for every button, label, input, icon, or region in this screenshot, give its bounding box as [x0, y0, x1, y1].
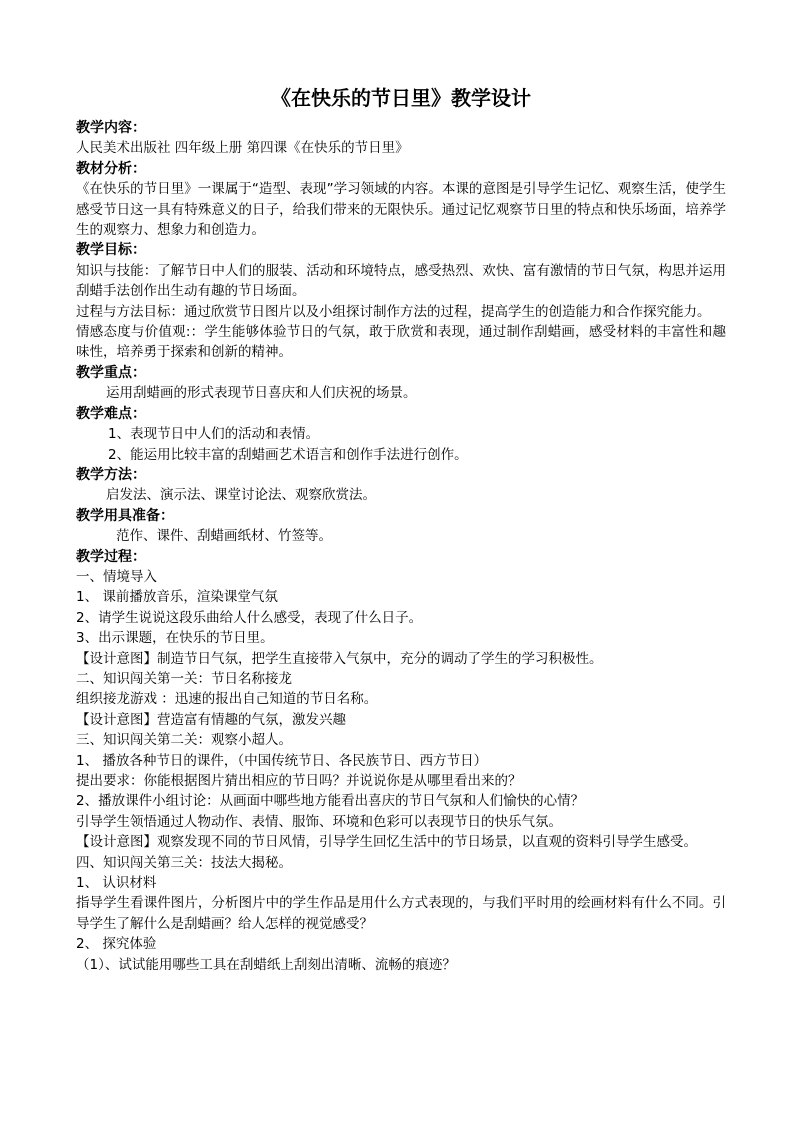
section-heading-tools: 教学用具准备： [76, 507, 174, 524]
process-line: 组织接龙游戏 ：迅速的报出自己知道的节日名称。 [76, 691, 378, 708]
section-heading-analysis: 教材分析： [76, 160, 146, 177]
process-line: 提出要求：你能根据图片猜出相应的节日吗？并说说你是从哪里看出来的？ [76, 773, 522, 789]
document-page [76, 80, 726, 975]
process-line: 二、知识闯关第一关：节日名称接龙 [76, 670, 292, 687]
section-heading-process: 教学过程： [76, 548, 146, 565]
key-points-text: 运用刮蜡画的形式表现节日喜庆和人们庆祝的场景。 [106, 385, 417, 402]
process-line: 四、知识闯关第三关：技法大揭秘。 [76, 854, 292, 871]
process-line: 2、 探究体验 [76, 936, 157, 953]
goal-process: 过程与方法目标：通过欣赏节日图片以及小组探讨制作方法的过程，提高学生的创造能力和合作探究能力。 [76, 303, 711, 320]
section-heading-key-points: 教学重点： [76, 364, 146, 381]
tools-text: 范作、课件、刮蜡画纸材、竹签等。 [116, 528, 332, 545]
process-line: 【设计意图】观察发现不同的节日风情，引导学生回忆生活中的节日场景，以直观的资料引导学生感受。 [76, 834, 697, 851]
content-text: 人民美术出版社 四年级上册 第四课《在快乐的节日里》 [76, 140, 409, 157]
goal-knowledge: 知识与技能：了解节日中人们的服装、活动和环境特点，感受热烈、欢快、富有激情的节日气氛，构思并运用刮蜡手法创作出生动有趣的节日场面。 [76, 262, 726, 300]
difficulty-item: 1、表现节日中人们的活动和表情。 [108, 426, 320, 443]
process-line: 引导学生领悟通过人物动作、表情、服饰、环境和色彩可以表现节日的快乐气氛。 [76, 813, 562, 830]
process-line: 指导学生看课件图片，分析图片中的学生作品是用什么方式表现的，与我们平时用的绘画材料有什么不同。引导学生了解什么是刮蜡画？给人怎样的视觉感受？ [76, 895, 726, 932]
process-line: 【设计意图】营造富有情趣的气氛，激发兴趣 [76, 711, 346, 728]
goal-emotion: 情感态度与价值观:：学生能够体验节日的气氛，敢于欣赏和表现，通过制作刮蜡画，感受材料的丰富性和趣味性，培养勇于探索和创新的精神。 [76, 324, 726, 361]
methods-text: 启发法、演示法、课堂讨论法、观察欣赏法。 [106, 487, 376, 504]
process-line: 1、 认识材料 [76, 875, 157, 892]
section-heading-difficulties: 教学难点： [76, 405, 146, 422]
process-line: 2、播放课件小组讨论：从画面中哪些地方能看出喜庆的节日气氛和人们愉快的心情？ [76, 793, 585, 810]
section-heading-methods: 教学方法： [76, 466, 146, 483]
process-line: 三、知识闯关第二关：观察小超人。 [76, 732, 292, 749]
analysis-text: 《在快乐的节日里》一课属于“造型、表现”学习领域的内容。本课的意图是引导学生记忆、观察生活，使学生感受节日这一具有特殊意义的日子，给我们带来的无限快乐。通过记忆观察节日里的特点和快乐场面，培养学生的观察力、想象力和创造力。 [76, 181, 726, 239]
process-line: 1、 课前播放音乐，渲染课堂气氛 [76, 589, 278, 606]
process-line: （1）、试试能用哪些工具在刮蜡纸上刮刻出清晰、流畅的痕迹？ [76, 956, 456, 973]
section-heading-goals: 教学目标： [76, 242, 146, 259]
difficulty-item: 2、能运用比较丰富的刮蜡画艺术语言和创作手法进行创作。 [108, 446, 468, 463]
process-line: 3、出示课题，在快乐的节日里。 [76, 630, 274, 647]
process-line: 一、情境导入 [76, 568, 157, 585]
document-title: 《在快乐的节日里》教学设计 [271, 86, 531, 110]
process-line: 1、 播放各种节日的课件，（中国传统节日、各民族节日、西方节日） [76, 752, 488, 769]
process-line: 【设计意图】制造节日气氛，把学生直接带入气氛中，充分的调动了学生的学习积极性。 [76, 650, 603, 667]
process-line: 2、请学生说说这段乐曲给人什么感受，表现了什么日子。 [76, 609, 423, 626]
section-heading-content: 教学内容： [76, 120, 146, 136]
